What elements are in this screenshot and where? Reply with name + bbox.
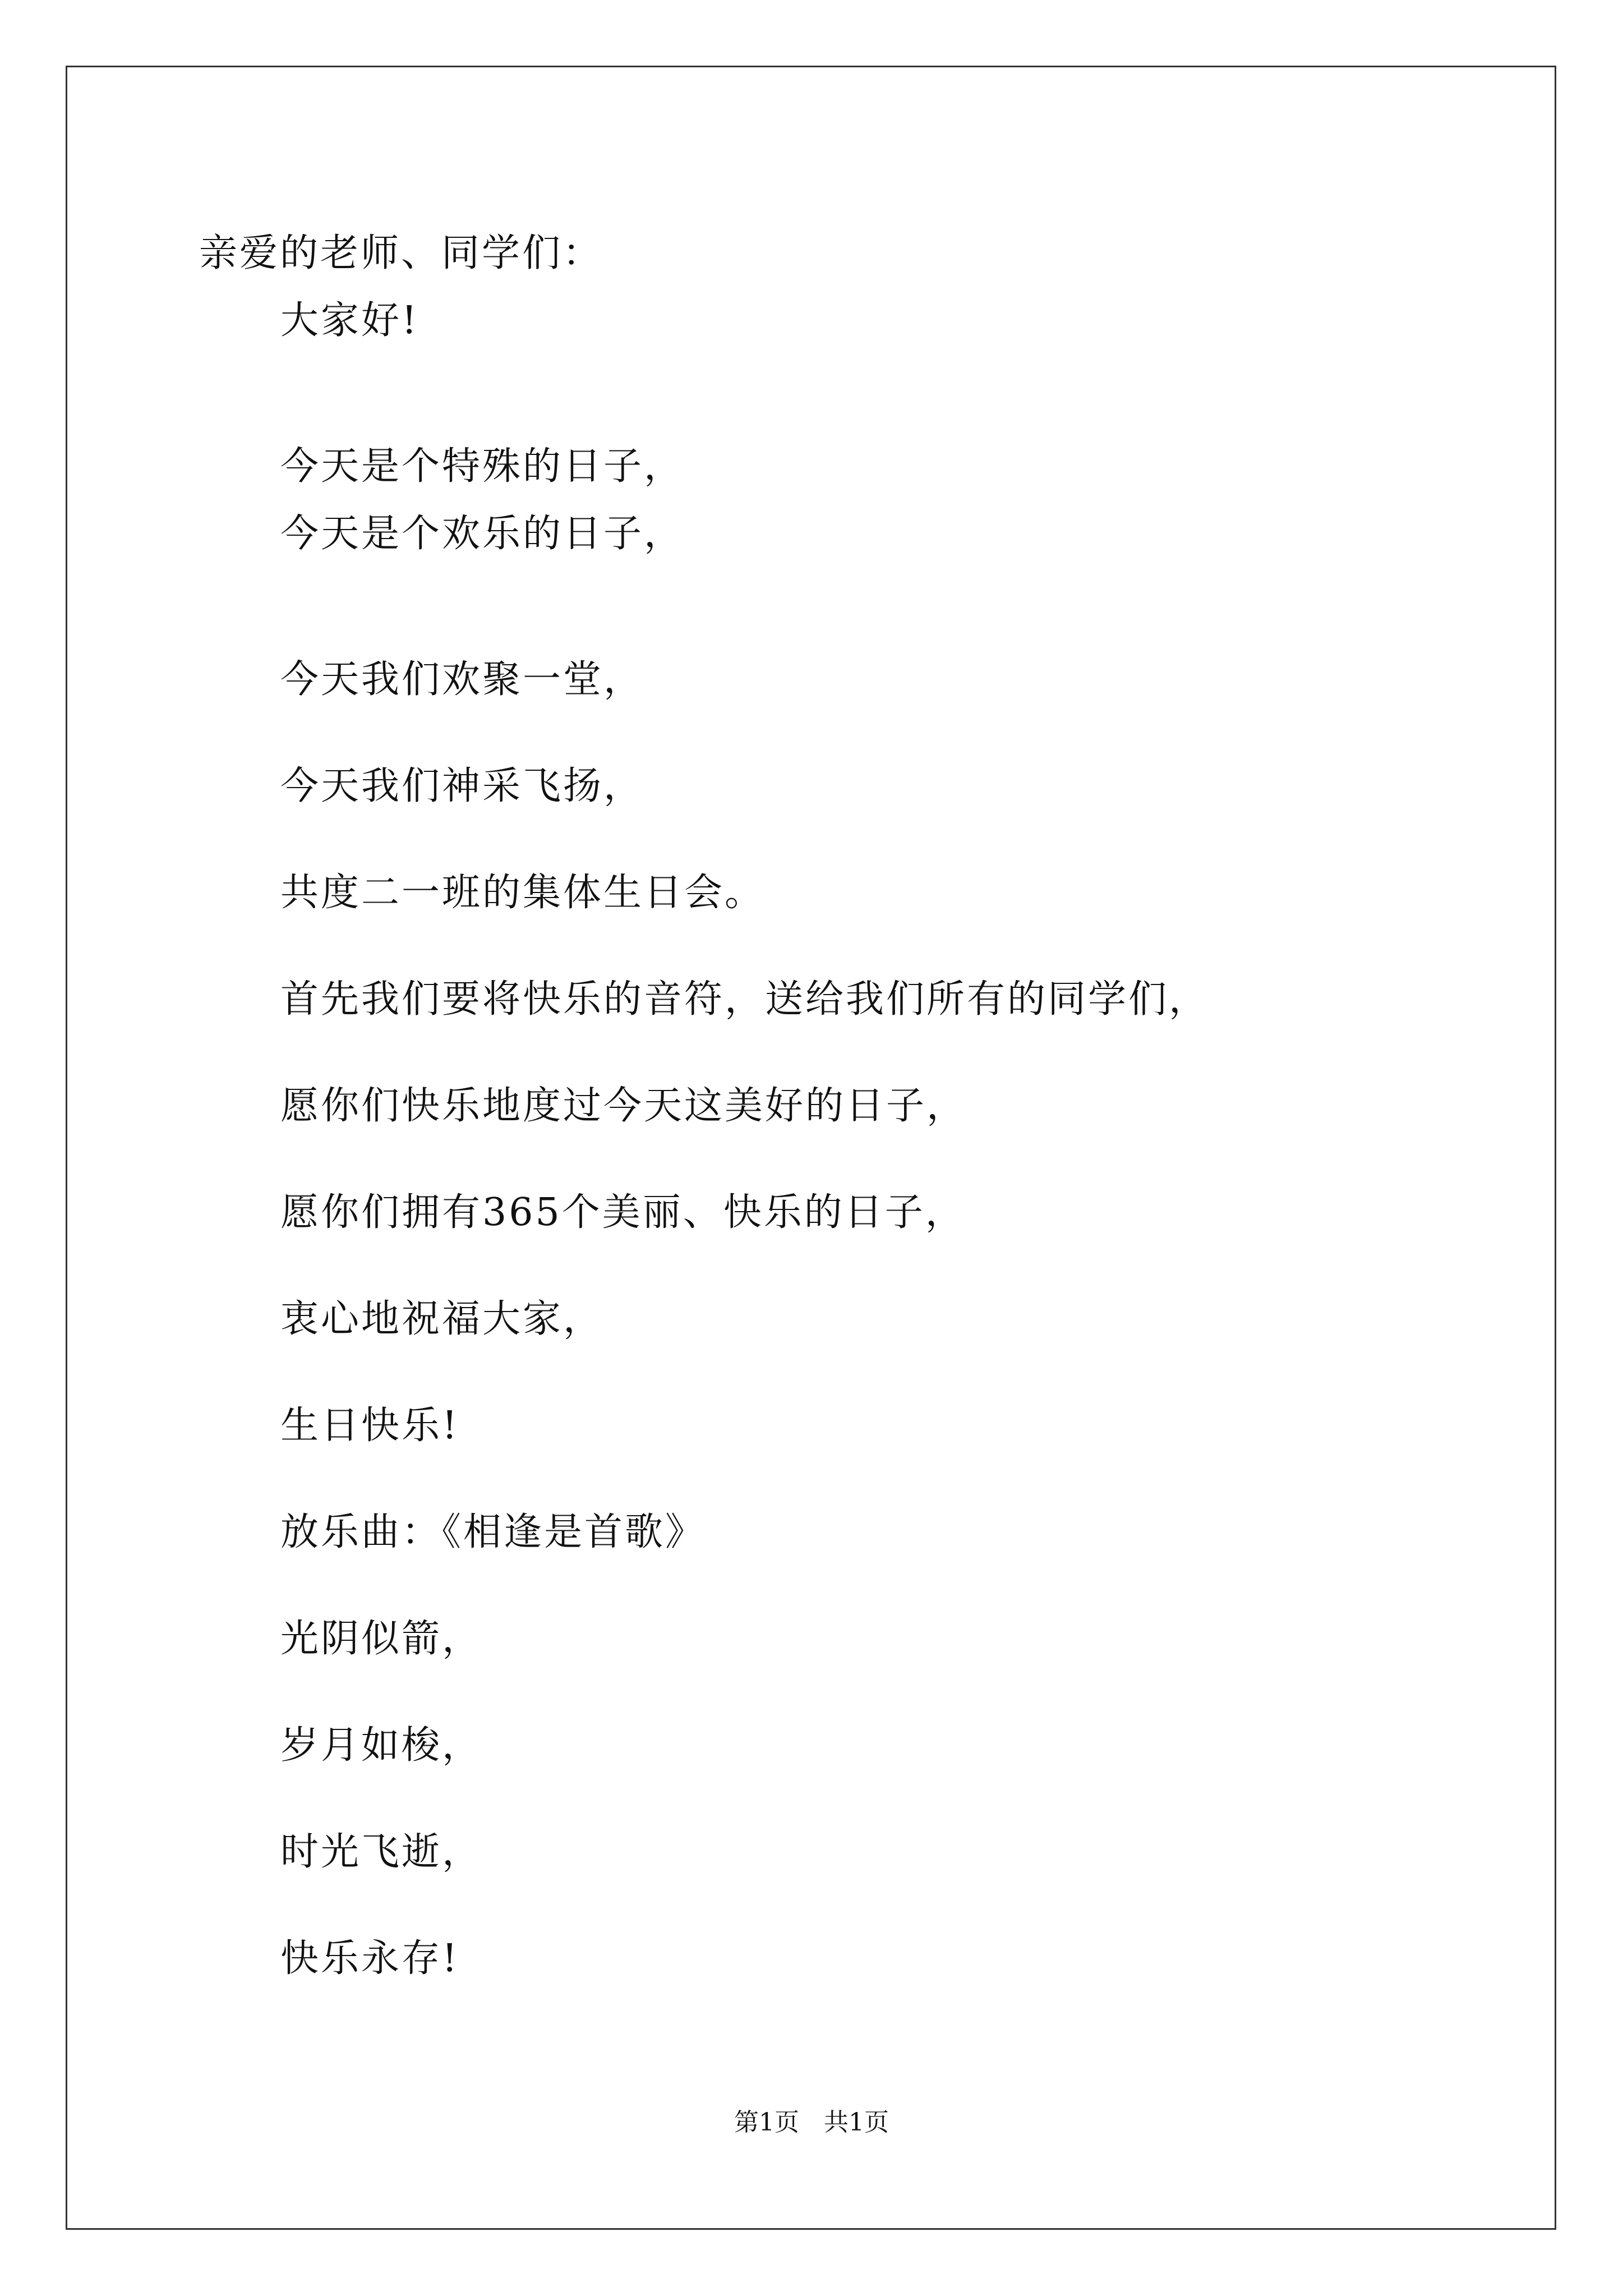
page-border (66, 66, 1556, 2230)
text-line-14: 岁月如梭， (280, 1723, 483, 1768)
text-line-7: 首先我们要将快乐的音符，送给我们所有的同学们， (280, 977, 1210, 1022)
text-line-15: 时光飞逝， (280, 1830, 483, 1874)
text-line-6: 共度二一班的集体生日会。 (280, 871, 766, 915)
text-line-13: 光阴似箭， (280, 1617, 483, 1661)
text-line-16: 快乐永存! (280, 1936, 460, 1981)
total-pages: 共1页 (824, 2108, 889, 2137)
text-line-4: 今天我们欢聚一堂， (280, 657, 644, 702)
text-line-1: 大家好! (280, 298, 419, 343)
text-line-3: 今天是个欢乐的日子， (280, 512, 685, 556)
salutation: 亲爱的老师、同学们： (199, 231, 603, 275)
text-line-9: 愿你们拥有365个美丽、快乐的日子， (280, 1190, 966, 1235)
text-line-8: 愿你们快乐地度过今天这美好的日子， (280, 1084, 967, 1128)
text-line-12: 放乐曲：《相逢是首歌》 (280, 1510, 706, 1554)
text-line-2: 今天是个特殊的日子， (280, 444, 685, 489)
page-number: 第1页 (734, 2108, 799, 2137)
page-footer (0, 2110, 1623, 2135)
text-line-11: 生日快乐! (280, 1404, 460, 1448)
text-line-5: 今天我们神采飞扬， (280, 764, 644, 808)
text-line-10: 衷心地祝福大家， (280, 1297, 604, 1341)
